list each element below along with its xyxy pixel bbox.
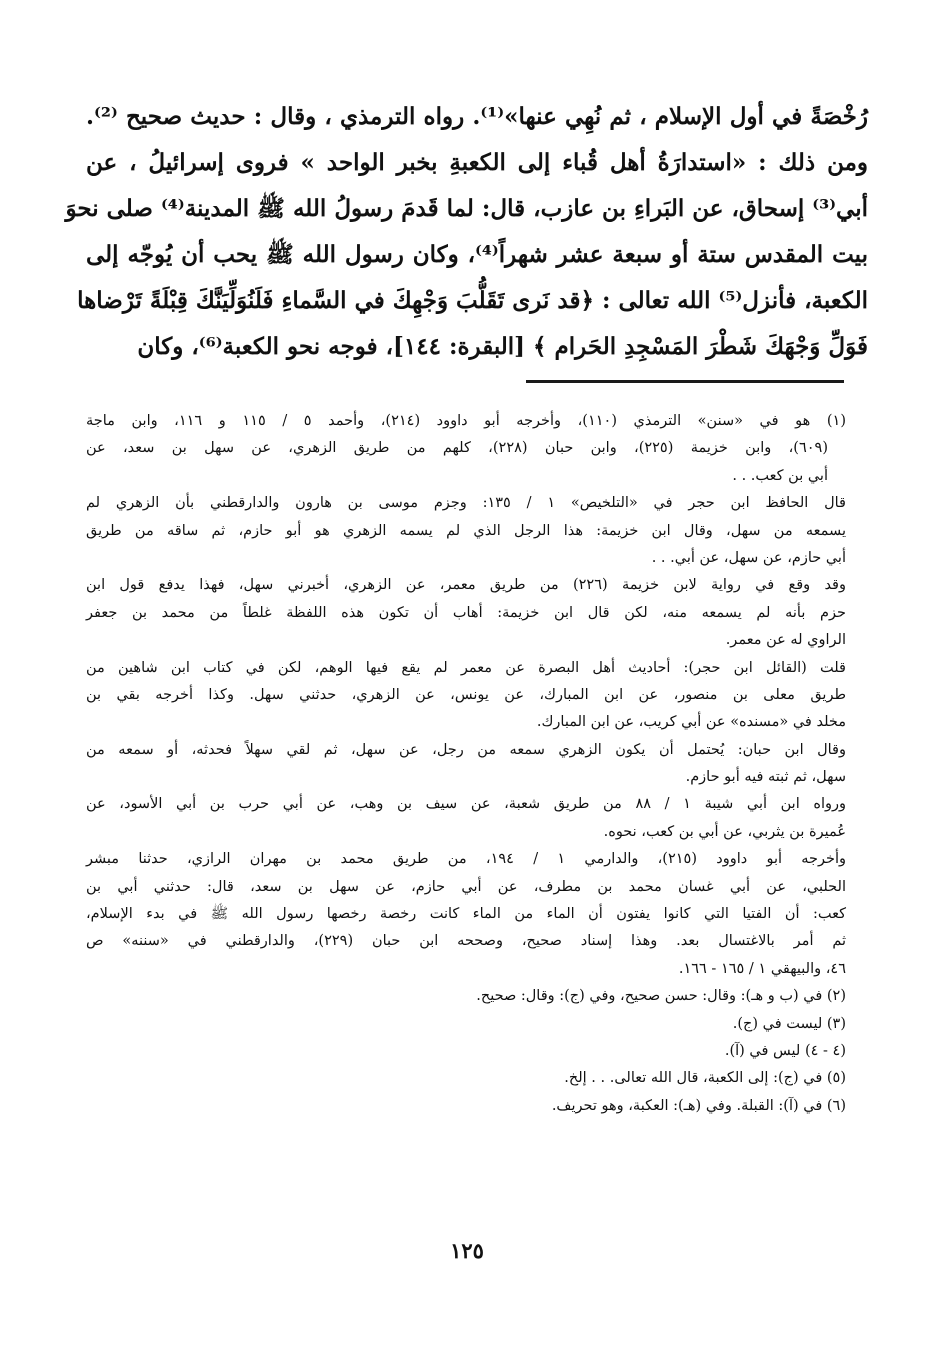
main-text-line: بيت المقدس ستة أو سبعة عشر شهراً⁽⁴⁾، وكان رسول الله ﷺ يحب أن يُوجّه إلى xyxy=(86,241,868,268)
footnote-line: أبي بن كعب. . . xyxy=(732,467,828,484)
footnote-line: الحلبي، عن أبي غسان محمد بن مطرف، عن أبي حازم، عن سهل بن سعد، قال: حدثني أبي بن xyxy=(86,878,846,895)
footnote-line: ورواه ابن أبي شيبة ١ / ٨٨ من طريق شعبة، عن سيف بن وهب، عن أبي حرب بن أبي الأسود، عن xyxy=(86,796,846,813)
footnote-line: كعب: أن الفتيا التي كانوا يفتون أن الماء من الماء كانت رخصة رخصها رسول الله ﷺ في بدء الإسلام، xyxy=(86,906,846,923)
page-number: ١٢٥ xyxy=(450,1238,484,1263)
footnote-line: ثم أمر بالاغتسال بعد. وهذا إسناد صحيح، وصححه ابن حبان (٢٢٩)، والدارقطني في «سننه» ص xyxy=(86,933,847,950)
main-text-line: أبي⁽³⁾ إسحاق، عن البَراءِ بن عازب، قال: لما قَدمَ رسولُ الله ﷺ المدينة⁽⁴⁾ صلى نحوَ xyxy=(65,195,868,222)
footnote-line: (٥) في (ج): إلى الكعبة، قال الله تعالى. . . إلخ. xyxy=(564,1070,846,1087)
main-text-line: الكعبة، فأنزل⁽⁵⁾ الله تعالى : ﴿قد نَرى تَقَلُّبَ وَجْهِكَ في السَّماءِ فَلَنُوَلِّيَنَّكَ قِبْلَةً تَرْضاها xyxy=(77,287,868,314)
footnote-line: وقال ابن حبان: يُحتمل أن يكون الزهري سمعه من رجل، عن سهل، ثم لقي سهلاً فحدثه، أو سمعه من xyxy=(86,741,846,758)
footnote-line: الراوي له عن معمر. xyxy=(725,632,846,649)
footnote-line: طريق معلى بن منصور، عن ابن المبارك، عن يونس، عن الزهري، حدثني سهل. وكذا أخرجه بقي بن xyxy=(86,686,846,703)
main-text-line: ومن ذلك : «استدارَةُ أهل قُباء إلى الكعبةِ بخبر الواحد » فروى إسرائيلُ ، عن xyxy=(86,149,868,176)
footnote-line: مخلد في «مسنده» عن أبي كريب، عن ابن المبارك. xyxy=(536,714,846,731)
footnote-line: حزم بأنه لم يسمعه منه، لكن قال ابن خزيمة: أهاب أن تكون هذه اللفظة غلطاً من محمد بن جعفر xyxy=(86,604,846,621)
footnote-line: يسمعه من سهل، وقال ابن خزيمة: هذا الرجل الذي لم يسمه الزهري هو أبو حازم، ثم ساقه من طريق xyxy=(86,522,846,539)
footnote-line: سهل، ثم ثبته فيه أبو حازم. xyxy=(685,769,846,786)
footnote-line: ٤٦، والبيهقي ١ / ١٦٥ - ١٦٦. xyxy=(678,960,846,977)
footnote-line: وقد وقع في رواية لابن خزيمة (٢٢٦) من طريق معمر، عن الزهري، أخبرني سهل، فهذا يدفع قول ابن xyxy=(86,577,846,594)
main-text-line: فَوَلِّ وَجْهَكَ شَطْرَ المَسْجِدِ الحَرام ﴾ [البقرة: ١٤٤]، فوجه نحو الكعبة⁽⁶⁾، وكان xyxy=(137,333,868,360)
main-text xyxy=(65,94,868,370)
footnote-line: (١) هو في «سنن» الترمذي (١١٠)، وأخرجه أبو داوود (٢١٤)، وأحمد ٥ / ١١٥ و ١١٦، وابن ماجة xyxy=(86,413,846,429)
footnote-line: قال الحافظ ابن حجر في «التلخيص» ١ / ١٣٥: وجزم موسى بن هارون والدارقطني بأن الزهري لم xyxy=(86,495,846,512)
footnote-line: (٢) في (ب و هـ): وقال: حسن صحيح، وفي (ج): وقال: صحيح. xyxy=(476,988,846,1005)
footnote-separator xyxy=(526,380,844,383)
footnote-line: وأخرجه أبو داوود (٢١٥)، والدارمي ١ / ١٩٤، من طريق محمد بن مهران الرازي، حدثنا مبشر xyxy=(86,851,847,868)
footnote-line: أبي حازم، عن سهل، عن أبي. . . xyxy=(651,549,846,566)
footnote-line: عُميرة بن يثربي، عن أبي بن كعب، نحوه. xyxy=(603,823,846,840)
footnote-line: (٦٠٩)، وابن خزيمة (٢٢٥)، وابن حبان (٢٢٨)، كلهم من طريق الزهري، عن سهل بن سعد، عن xyxy=(86,440,828,457)
footnote-line: (٤ - ٤) ليس في (آ). xyxy=(724,1042,846,1059)
footnote-line: (٣) ليست في (ج). xyxy=(732,1015,846,1032)
footnote-line: قلت (القائل ابن حجر): أحاديث أهل البصرة عن معمر لم يقع فيها الوهم، لكن في كتاب ابن شاهين من xyxy=(86,659,846,676)
footnote-line: (٦) في (آ): القبلة. وفي (هـ): العكبة، وهو تحريف. xyxy=(551,1097,846,1114)
footnotes xyxy=(86,408,846,1120)
main-text-line: رُخْصَةً في أول الإسلام ، ثم نُهِي عنها»⁽¹⁾. رواه الترمذي ، وقال : حديث صحيح ⁽²⁾. xyxy=(86,103,868,130)
